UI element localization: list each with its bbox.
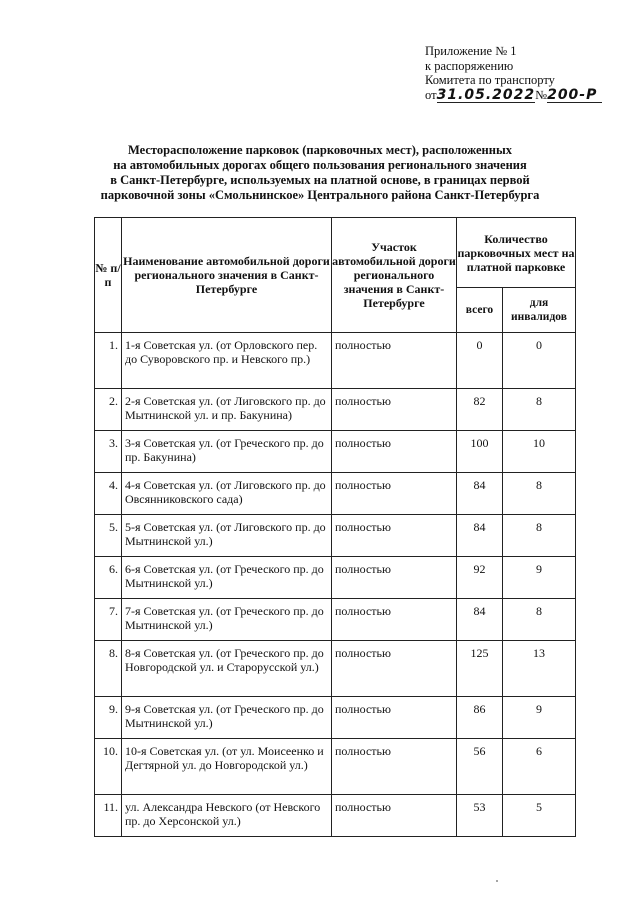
row-road-name: 7-я Советская ул. (от Греческого пр. до Мытнинской ул.) (122, 599, 332, 641)
row-section: полностью (332, 333, 457, 389)
parking-table (94, 217, 576, 837)
header-num: № п/п (95, 218, 122, 333)
table-row (95, 697, 576, 739)
handwritten-date: 31.05.2022 (436, 86, 536, 103)
row-disabled: 8 (503, 473, 576, 515)
header-section: Участок автомобильной дороги регионального значения в Санкт-Петербурге (332, 218, 457, 333)
table-row (95, 333, 576, 389)
row-num: 1. (95, 333, 122, 389)
row-section: полностью (332, 557, 457, 599)
row-total: 0 (457, 333, 503, 389)
row-road-name: ул. Александра Невского (от Невского пр. до Херсонской ул.) (122, 795, 332, 837)
table-row (95, 431, 576, 473)
document-title (60, 143, 580, 203)
row-num: 9. (95, 697, 122, 739)
header-disabled: для инвалидов (503, 288, 576, 333)
table-row (95, 557, 576, 599)
table-row (95, 641, 576, 697)
row-road-name: 1-я Советская ул. (от Орловского пер. до Суворовского пр. и Невского пр.) (122, 333, 332, 389)
row-section: полностью (332, 473, 457, 515)
appendix-date-number-line (425, 88, 625, 104)
from-prefix: от (425, 87, 437, 102)
scan-speck (496, 880, 498, 882)
row-num: 3. (95, 431, 122, 473)
row-section: полностью (332, 739, 457, 795)
row-road-name: 9-я Советская ул. (от Греческого пр. до Мытнинской ул.) (122, 697, 332, 739)
row-section: полностью (332, 431, 457, 473)
table-row (95, 599, 576, 641)
row-total: 53 (457, 795, 503, 837)
row-road-name: 5-я Советская ул. (от Лиговского пр. до Мытнинской ул.) (122, 515, 332, 557)
row-disabled: 8 (503, 599, 576, 641)
row-num: 2. (95, 389, 122, 431)
row-num: 11. (95, 795, 122, 837)
header-road-name: Наименование автомобильной дороги регионального значения в Санкт-Петербурге (122, 218, 332, 333)
row-section: полностью (332, 599, 457, 641)
row-total: 84 (457, 599, 503, 641)
row-road-name: 2-я Советская ул. (от Лиговского пр. до Мытнинской ул. и пр. Бакунина) (122, 389, 332, 431)
row-road-name: 10-я Советская ул. (от ул. Моисеенко и Дегтярной ул. до Новгородской ул.) (122, 739, 332, 795)
row-total: 125 (457, 641, 503, 697)
row-road-name: 8-я Советская ул. (от Греческого пр. до Новгородской ул. и Старорусской ул.) (122, 641, 332, 697)
title-line-4: парковочной зоны «Смольнинское» Центрального района Санкт-Петербурга (100, 188, 540, 202)
row-disabled: 6 (503, 739, 576, 795)
row-section: полностью (332, 389, 457, 431)
row-road-name: 3-я Советская ул. (от Греческого пр. до пр. Бакунина) (122, 431, 332, 473)
appendix-line-3: Комитета по транспорту (425, 73, 555, 87)
row-disabled: 0 (503, 333, 576, 389)
handwritten-number: 200-Р (547, 88, 602, 104)
row-section: полностью (332, 697, 457, 739)
row-num: 6. (95, 557, 122, 599)
table-row (95, 473, 576, 515)
row-num: 8. (95, 641, 122, 697)
appendix-line-1: Приложение № 1 (425, 44, 517, 58)
row-road-name: 6-я Советская ул. (от Греческого пр. до Мытнинской ул.) (122, 557, 332, 599)
row-total: 84 (457, 473, 503, 515)
row-section: полностью (332, 515, 457, 557)
appendix-line-2: к распоряжению (425, 58, 514, 73)
row-disabled: 8 (503, 515, 576, 557)
row-disabled: 13 (503, 641, 576, 697)
row-total: 86 (457, 697, 503, 739)
table-row (95, 389, 576, 431)
title-line-2: на автомобильных дорогах общего пользования регионального значения (113, 158, 527, 172)
row-total: 92 (457, 557, 503, 599)
row-num: 7. (95, 599, 122, 641)
row-num: 10. (95, 739, 122, 795)
row-disabled: 5 (503, 795, 576, 837)
row-total: 82 (457, 389, 503, 431)
table-row (95, 739, 576, 795)
row-num: 5. (95, 515, 122, 557)
title-line-1: Месторасположение парковок (парковочных мест), расположенных (128, 143, 512, 157)
row-section: полностью (332, 795, 457, 837)
header-count: Количество парковочных мест на платной парковке (457, 218, 576, 288)
appendix-block (425, 44, 625, 103)
row-total: 56 (457, 739, 503, 795)
title-line-3: в Санкт-Петербурге, используемых на платной основе, в границах первой (110, 173, 530, 187)
row-disabled: 9 (503, 697, 576, 739)
row-disabled: 10 (503, 431, 576, 473)
row-num: 4. (95, 473, 122, 515)
number-prefix: № (535, 87, 548, 102)
table-row (95, 515, 576, 557)
table-row (95, 795, 576, 837)
row-disabled: 8 (503, 389, 576, 431)
row-road-name: 4-я Советская ул. (от Лиговского пр. до Овсянниковского сада) (122, 473, 332, 515)
row-disabled: 9 (503, 557, 576, 599)
row-total: 84 (457, 515, 503, 557)
row-section: полностью (332, 641, 457, 697)
header-total: всего (457, 288, 503, 333)
row-total: 100 (457, 431, 503, 473)
